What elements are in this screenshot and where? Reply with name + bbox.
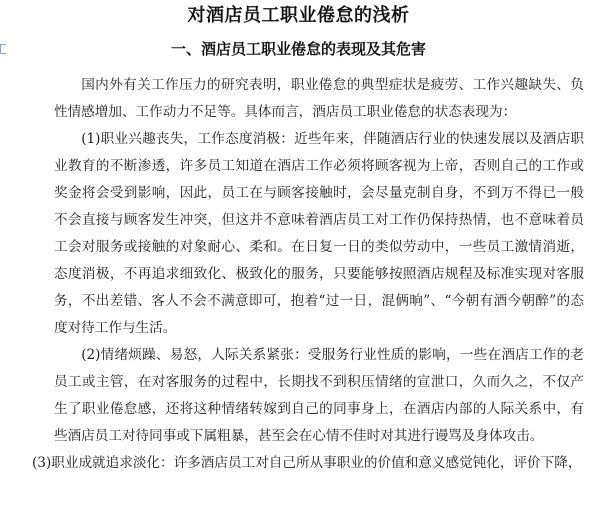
- section-heading: 一、酒店员工职业倦怠的表现及其危害: [170, 40, 426, 58]
- paragraph-item-3: (3)职业成就追求淡化：许多酒店员工对自己所从事职业的价值和意义感觉钝化，评价下降，: [32, 455, 582, 471]
- paragraph-intro: 国内外有关工作压力的研究表明，职业倦怠的典型症状是疲劳、工作兴趣缺失、负性情感增加、工作动力不足等。具体而言，酒店员工职业倦怠的状态表现为：: [54, 77, 584, 120]
- paragraph-item-2: (2)情绪烦躁、易怒，人际关系紧张：受服务行业性质的影响，一些在酒店工作的老员工或主管，在对客服务的过程中，长期找不到积压情绪的宣泄口，久而久之，不仅产生了职业倦怠感，还将这种情绪转嫁到自己的同事身上，在酒店内部的人际关系中，有些酒店员工对待同事或下属粗暴，甚至会在心情不佳时对其进行谩骂及身体攻击。: [54, 347, 584, 444]
- document-body: [32, 72, 584, 477]
- paragraph-item-1: (1)职业兴趣丧失，工作态度消极：近些年来，伴随酒店行业的快速发展以及酒店职业教育的不断渗透，许多员工知道在酒店工作必须将顾客视为上帝，否则自己的工作或奖金将会受到影响，因此，员工在与顾客接触时，会尽量克制自身，不到万不得已一般不会直接与顾客发生冲突，但这并不意味着酒店员工对工作仍保持热情，也不意味着员工会对服务或接触的对象耐心、柔和。在日复一日的类似劳动中，一些员工激情消逝，态度消极，不再追求细致化、极致化的服务，只要能够按照酒店规程及标准实现对客服务，不出差错、客人不会不满意即可，抱着“过一日，混俩晌”、“今朝有酒今朝醉”的态度对待工作与生活。: [54, 131, 584, 336]
- document-title: 对酒店员工职业倦怠的浅析: [187, 5, 410, 26]
